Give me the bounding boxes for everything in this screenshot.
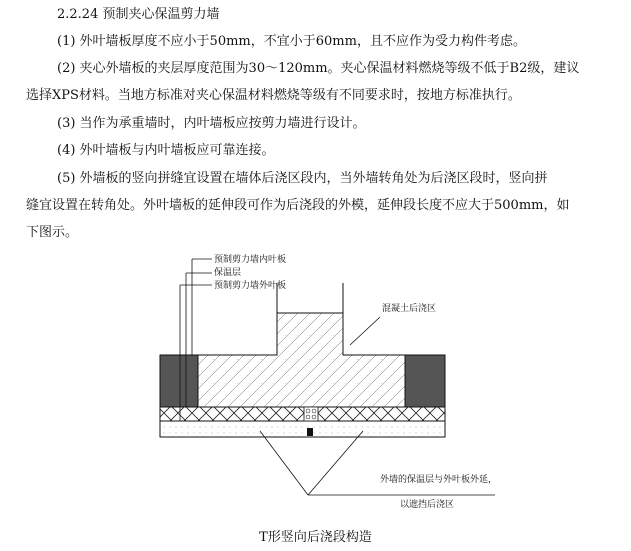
paragraph-5-line-2: 缝宜设置在转角处。外叶墙板的延伸段可作为后浇段的外模，延伸段长度不应大于500mm，如 xyxy=(26,198,570,213)
paragraph-4: (4) 外叶墙板与内叶墙板应可靠连接。 xyxy=(57,143,275,158)
section-heading: 2.2.24 预制夹心保温剪力墙 xyxy=(57,7,220,22)
paragraph-5-line-1: (5) 外墙板的竖向拼缝宜设置在墙体后浇区段内，当外墙转角处为后浇区段时，竖向拼 xyxy=(57,171,548,186)
figure-caption: T形竖向后浇段构造 xyxy=(259,530,372,545)
inner-leaf-left xyxy=(160,355,198,407)
cast-in-place-zone xyxy=(198,313,405,407)
paragraph-3: (3) 当作为承重墙时，内叶墙板应按剪力墙进行设计。 xyxy=(57,116,366,131)
paragraph-2-line-2: 选择XPS材料。当地方标准对夹心保温材料燃烧等级有不同要求时，按地方标准执行。 xyxy=(26,88,521,103)
label-inner-leaf: 预制剪力墙内叶板 xyxy=(214,255,287,265)
t-joint-section-drawing xyxy=(150,245,498,515)
label-outer-leaf: 预制剪力墙外叶板 xyxy=(214,281,287,291)
joint-seal xyxy=(307,428,313,436)
paragraph-1: (1) 外叶墙板厚度不应小于50mm，不宜小于60mm，且不应作为受力构件考虑。 xyxy=(57,34,526,49)
label-cast-zone: 混凝土后浇区 xyxy=(382,304,437,314)
joint-filler xyxy=(304,407,318,421)
outer-leaf xyxy=(160,421,445,437)
paragraph-5-line-3: 下图示。 xyxy=(26,225,79,240)
inner-leaf-right xyxy=(405,355,445,407)
paragraph-2-line-1: (2) 夹心外墙板的夹层厚度范围为30～120mm。夹心保温材料燃烧等级不低于B2级，建议 xyxy=(57,61,580,76)
label-note-line-2: 以遮挡后浇区 xyxy=(400,500,455,510)
label-insulation: 保温层 xyxy=(214,268,242,278)
insulation-layer xyxy=(160,407,445,421)
label-note-line-1: 外墙的保温层与外叶板外延， xyxy=(380,475,498,485)
